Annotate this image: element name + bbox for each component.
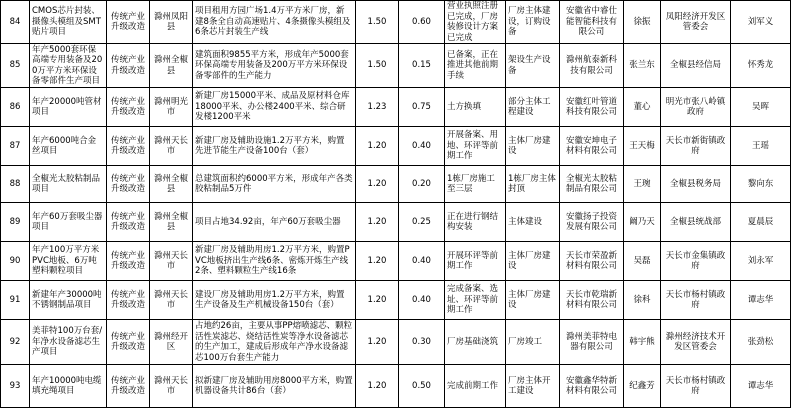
project-type-cell: 传统产业升级改造: [107, 44, 150, 88]
project-location-cell: 滁州明光市: [150, 88, 193, 127]
current-progress-cell: 营业执照注册已完成，厂房装修设计方案已完成: [445, 1, 506, 44]
project-leader-cell: 徐振: [624, 1, 661, 44]
project-location-cell: 滁州天长市: [150, 365, 193, 408]
planned-investment-cell: 0.20: [399, 166, 445, 203]
owner-unit-cell: 安徽红叶管道科技有限公司: [560, 88, 624, 127]
responsible-department-cell: 天长市杨村镇政府: [661, 365, 731, 408]
project-type-cell: 传统产业升级改造: [107, 320, 150, 365]
annual-goal-cell: 厂房主体开工建设: [506, 365, 560, 408]
project-leader-cell: 王琬: [624, 166, 661, 203]
total-investment-cell: 1.20: [356, 127, 399, 166]
current-progress-cell: 完成前期工作: [445, 365, 506, 408]
project-name-cell: 年产10000吨电缆填充绳项目: [30, 365, 107, 408]
construction-content-cell: 建设厂房及辅助用房1.2万平方米，购置生产设备及生产机械设备150台（套）: [193, 281, 356, 320]
responsible-person-cell: 谭志华: [731, 365, 791, 408]
project-name-cell: 年产100万平方米PVC地板、6万吨塑料颗粒项目: [30, 242, 107, 281]
project-name-cell: CMOS芯片封装、摄像头模组及SMT贴片项目: [30, 1, 107, 44]
owner-unit-cell: 滁州航泰新科技有限公司: [560, 44, 624, 88]
annual-goal-cell: 主体厂房建设: [506, 281, 560, 320]
responsible-department-cell: 明光市张八岭镇政府: [661, 88, 731, 127]
project-leader-cell: 张兰东: [624, 44, 661, 88]
responsible-person-cell: 谭志华: [731, 281, 791, 320]
owner-unit-cell: 滁州美菲特电器有限公司: [560, 320, 624, 365]
responsible-person-cell: 刘永军: [731, 242, 791, 281]
construction-content-cell: 占地约26亩，主要从事PP熔喷滤芯、颗粒活性炭滤芯、烧结活性炭等净水设备滤芯的生产加工，建成后形成年产净水设备滤芯100万台套生产能力: [193, 320, 356, 365]
responsible-department-cell: 全椒县税务局: [661, 166, 731, 203]
annual-goal-cell: 厂房竣工: [506, 320, 560, 365]
construction-content-cell: 新建厂房及辅助用房1.2万平方米，购置PVC地板挤出生产线6条、密炼开炼生产线2条、塑料颗粒生产线16条: [193, 242, 356, 281]
annual-goal-cell: 部分主体工程建设: [506, 88, 560, 127]
construction-content-cell: 项目租用方园广场1.4万平方米厂房，新建8条全自动高速贴片、4条摄像头模组及6条芯片封装生产线: [193, 1, 356, 44]
planned-investment-cell: 0.25: [399, 203, 445, 242]
responsible-department-cell: 天长市金集镇政府: [661, 242, 731, 281]
project-name-cell: 全椒光太胶粘制品项目: [30, 166, 107, 203]
project-location-cell: 滁州天长市: [150, 242, 193, 281]
project-type-cell: 传统产业升级改造: [107, 166, 150, 203]
project-leader-cell: 纪鑫芳: [624, 365, 661, 408]
annual-goal-cell: 主体建设: [506, 203, 560, 242]
total-investment-cell: 1.50: [356, 44, 399, 88]
project-location-cell: 滁州天长市: [150, 127, 193, 166]
table-row: [1, 242, 791, 281]
current-progress-cell: 土方换填: [445, 88, 506, 127]
table-row: [1, 203, 791, 242]
row-number-cell: 92: [1, 320, 30, 365]
row-number-cell: 89: [1, 203, 30, 242]
total-investment-cell: 1.50: [356, 1, 399, 44]
construction-content-cell: 总建筑面积约6000平方米，形成年产各类胶粘制品5万件: [193, 166, 356, 203]
project-type-cell: 传统产业升级改造: [107, 281, 150, 320]
project-type-cell: 传统产业升级改造: [107, 242, 150, 281]
owner-unit-cell: 安徽省中睿仕能智能科技有限公司: [560, 1, 624, 44]
planned-investment-cell: 0.50: [399, 365, 445, 408]
total-investment-cell: 1.20: [356, 203, 399, 242]
project-type-cell: 传统产业升级改造: [107, 1, 150, 44]
table-row: [1, 281, 791, 320]
row-number-cell: 90: [1, 242, 30, 281]
project-location-cell: 滁州全椒县: [150, 203, 193, 242]
table-row: [1, 127, 791, 166]
project-type-cell: 传统产业升级改造: [107, 203, 150, 242]
project-name-cell: 年产6000吨合金丝项目: [30, 127, 107, 166]
responsible-person-cell: 夏晨辰: [731, 203, 791, 242]
project-type-cell: 传统产业升级改造: [107, 127, 150, 166]
responsible-person-cell: 刘军义: [731, 1, 791, 44]
table-row: [1, 320, 791, 365]
construction-content-cell: 项目占地34.92亩，年产60万套吸尘器: [193, 203, 356, 242]
project-leader-cell: 吴磊: [624, 242, 661, 281]
project-name-cell: 年产5000套环保高端专用装备及200万平方米环保设备零部件生产项目: [30, 44, 107, 88]
planned-investment-cell: 0.40: [399, 242, 445, 281]
planned-investment-cell: 0.75: [399, 88, 445, 127]
total-investment-cell: 1.20: [356, 242, 399, 281]
construction-content-cell: 拟新建厂房及辅助用房8000平方米，购置机器设备共计86台（套）: [193, 365, 356, 408]
responsible-department-cell: 天长市新街镇政府: [661, 127, 731, 166]
project-location-cell: 滁州全椒县: [150, 166, 193, 203]
construction-content-cell: 建筑面积9855平方米，形成年产5000套环保高端专用装备及200万平方米环保设备零部件的生产能力: [193, 44, 356, 88]
annual-goal-cell: 1栋厂房主体封顶: [506, 166, 560, 203]
project-leader-cell: 王天梅: [624, 127, 661, 166]
project-location-cell: 滁州全椒县: [150, 44, 193, 88]
owner-unit-cell: 全椒光太胶粘制品有限公司: [560, 166, 624, 203]
annual-goal-cell: 厂房主体建设，订购设备: [506, 1, 560, 44]
total-investment-cell: 1.20: [356, 281, 399, 320]
project-name-cell: 新建年产30000吨不锈钢制品项目: [30, 281, 107, 320]
planned-investment-cell: 0.30: [399, 320, 445, 365]
project-leader-cell: 徐科: [624, 281, 661, 320]
row-number-cell: 86: [1, 88, 30, 127]
row-number-cell: 91: [1, 281, 30, 320]
owner-unit-cell: 天长市荣盈新材料有限公司: [560, 242, 624, 281]
project-name-cell: 年产20000吨管材项目: [30, 88, 107, 127]
row-number-cell: 87: [1, 127, 30, 166]
project-name-cell: 美菲特100万台套/年净水设备滤芯生产项目: [30, 320, 107, 365]
owner-unit-cell: 安徽扬子投资发展有限公司: [560, 203, 624, 242]
responsible-department-cell: 凤阳经济开发区管委会: [661, 1, 731, 44]
project-location-cell: 滁州凤阳县: [150, 1, 193, 44]
project-leader-cell: 韩宇熊: [624, 320, 661, 365]
total-investment-cell: 1.20: [356, 320, 399, 365]
total-investment-cell: 1.23: [356, 88, 399, 127]
owner-unit-cell: 安徽鑫华特新材料有限公司: [560, 365, 624, 408]
current-progress-cell: 开展备案、用地、环评等前期工作: [445, 127, 506, 166]
total-investment-cell: 1.20: [356, 166, 399, 203]
table-row: [1, 88, 791, 127]
responsible-person-cell: 吴晖: [731, 88, 791, 127]
project-type-cell: 传统产业升级改造: [107, 88, 150, 127]
annual-goal-cell: 主体厂房建设: [506, 127, 560, 166]
annual-goal-cell: 主体厂房建设: [506, 242, 560, 281]
current-progress-cell: 1栋厂房施工至三层: [445, 166, 506, 203]
table-row: [1, 166, 791, 203]
table-row: [1, 1, 791, 44]
owner-unit-cell: 天长市乾瑞新材料有限公司: [560, 281, 624, 320]
project-name-cell: 年产60万套吸尘器项目: [30, 203, 107, 242]
planned-investment-cell: 0.15: [399, 44, 445, 88]
responsible-person-cell: 王瑶: [731, 127, 791, 166]
row-number-cell: 84: [1, 1, 30, 44]
current-progress-cell: 正在进行钢结构安装: [445, 203, 506, 242]
planned-investment-cell: 0.60: [399, 1, 445, 44]
row-number-cell: 93: [1, 365, 30, 408]
project-leader-cell: 阚乃天: [624, 203, 661, 242]
current-progress-cell: 厂房基础浇筑: [445, 320, 506, 365]
owner-unit-cell: 安徽安坤电子材料有限公司: [560, 127, 624, 166]
project-location-cell: 滁州天长市: [150, 281, 193, 320]
project-location-cell: 滁州经开区: [150, 320, 193, 365]
responsible-person-cell: 张劲松: [731, 320, 791, 365]
responsible-person-cell: 黎向东: [731, 166, 791, 203]
project-leader-cell: 董心: [624, 88, 661, 127]
table-row: [1, 44, 791, 88]
current-progress-cell: 完成备案、选址、环评等前期工作: [445, 281, 506, 320]
current-progress-cell: 开展环评等前期工作: [445, 242, 506, 281]
construction-content-cell: 新建厂房及辅助设施1.2万平方米，购置先进节能生产设备100台（套）: [193, 127, 356, 166]
table-row: [1, 365, 791, 408]
project-type-cell: 传统产业升级改造: [107, 365, 150, 408]
annual-goal-cell: 架设生产设备: [506, 44, 560, 88]
planned-investment-cell: 0.40: [399, 127, 445, 166]
responsible-department-cell: 全椒县统战部: [661, 203, 731, 242]
row-number-cell: 85: [1, 44, 30, 88]
row-number-cell: 88: [1, 166, 30, 203]
construction-content-cell: 新建厂房15000平米、成品及原材料仓库18000平米、办公楼2400平米、综合研发楼1200平米: [193, 88, 356, 127]
current-progress-cell: 已备案，正在推进其他前期手续: [445, 44, 506, 88]
responsible-department-cell: 滁州经济技术开发区管委会: [661, 320, 731, 365]
responsible-department-cell: 天长市杨村镇政府: [661, 281, 731, 320]
planned-investment-cell: 0.40: [399, 281, 445, 320]
responsible-department-cell: 全椒县经信局: [661, 44, 731, 88]
responsible-person-cell: 怀秀龙: [731, 44, 791, 88]
total-investment-cell: 1.20: [356, 365, 399, 408]
